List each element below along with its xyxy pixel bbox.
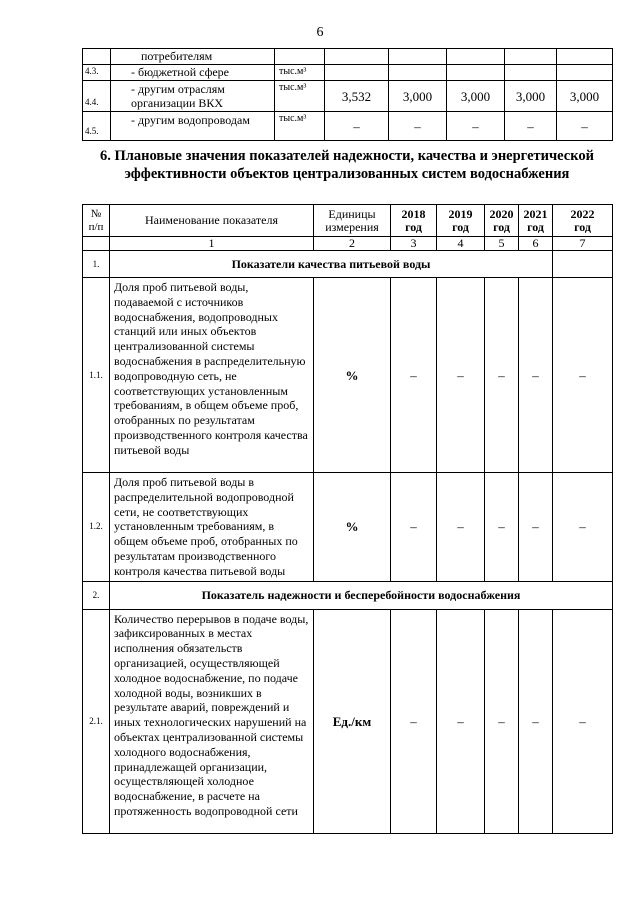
col-number: 6 (519, 237, 553, 251)
row-number: 1.2. (83, 473, 110, 582)
section-number: 2. (83, 581, 110, 609)
table-header-row (83, 205, 613, 237)
value-2021: – (505, 112, 557, 141)
value-2018: 3,532 (325, 81, 389, 112)
header-unit: Единицы измерения (314, 205, 391, 237)
row-number: 4.3. (83, 65, 111, 81)
value-2020: – (485, 609, 519, 833)
value-2019: – (437, 473, 485, 582)
row-number: 2.1. (83, 609, 110, 833)
header-year-2018: 2018 год (391, 205, 437, 237)
indicator-name: Доля проб питьевой воды в распределительной водопроводной сети, не соответствующих установленным требованиям, в общем объеме проб, отобранных по результатам производственного контроля качества питьевой воды (110, 473, 314, 582)
indicators-table (82, 204, 613, 834)
table-row (83, 609, 613, 833)
header-year-2022: 2022 год (553, 205, 613, 237)
value-2021: 3,000 (505, 81, 557, 112)
value-2022: – (553, 278, 613, 473)
unit-cell: Ед./км (314, 609, 391, 833)
header-year-2020: 2020 год (485, 205, 519, 237)
col-number: 1 (110, 237, 314, 251)
section-row (83, 251, 613, 278)
value-2018: – (325, 112, 389, 141)
table-row (83, 112, 613, 141)
value-2018: – (391, 473, 437, 582)
row-label: - другим водопроводам (111, 112, 275, 141)
indicator-name: Доля проб питьевой воды, подаваемой с источников водоснабжения, водопроводных станций или иных объектов централизованной системы водоснабжения в распределительную водопроводную сеть, не соответствующих установленным требованиям, в общем объеме проб, отобранных по результатам производственного контроля качества питьевой воды (110, 278, 314, 473)
col-number: 2 (314, 237, 391, 251)
col-number: 5 (485, 237, 519, 251)
row-label: - бюджетной сфере (111, 65, 275, 81)
indicator-name: Количество перерывов в подаче воды, зафиксированных в местах исполнения обязательств организацией, осуществляющей холодное водоснабжение, по подаче холодной воды, возникших в результате аварий, повреждений и иных технологических нарушений на объектах централизованной системы холодного водоснабжения, принадлежащей организации, осуществляющей холодное водоснабжение, в расчете на протяженность водопроводной сети (110, 609, 314, 833)
section-row (83, 581, 613, 609)
value-2020: – (447, 112, 505, 141)
value-2019: – (437, 609, 485, 833)
value-2020: 3,000 (447, 81, 505, 112)
value-2019: – (389, 112, 447, 141)
unit-cell: % (314, 278, 391, 473)
col-number: 3 (391, 237, 437, 251)
value-2018: – (391, 278, 437, 473)
value-2020: – (485, 278, 519, 473)
header-year-2021: 2021 год (519, 205, 553, 237)
value-2019: 3,000 (389, 81, 447, 112)
row-number: 4.5. (83, 112, 111, 141)
header-year-2019: 2019 год (437, 205, 485, 237)
row-number (83, 49, 111, 65)
value-2021: – (519, 609, 553, 833)
value-2022: – (557, 112, 613, 141)
unit-cell: тыс.м³ (275, 65, 325, 81)
value-2021: – (519, 278, 553, 473)
row-number: 4.4. (83, 81, 111, 112)
section-heading: Показатели качества питьевой воды (110, 251, 553, 278)
section-heading: Показатель надежности и бесперебойности водоснабжения (110, 581, 613, 609)
section-number: 1. (83, 251, 110, 278)
col-number: 4 (437, 237, 485, 251)
unit-cell: тыс.м³ (275, 81, 325, 112)
unit-cell: % (314, 473, 391, 582)
row-label: - другим отраслям организации ВКХ (111, 81, 275, 112)
value-2018: – (391, 609, 437, 833)
column-number-row (83, 237, 613, 251)
value-2020: – (485, 473, 519, 582)
header-name: Наименование показателя (110, 205, 314, 237)
header-num: № п/п (83, 205, 110, 237)
value-2022: 3,000 (557, 81, 613, 112)
row-number: 1.1. (83, 278, 110, 473)
table-row (83, 473, 613, 582)
unit-cell: тыс.м³ (275, 112, 325, 141)
col-number: 7 (553, 237, 613, 251)
water-supply-table-continued (82, 48, 613, 141)
table-row (83, 49, 613, 65)
table-row (83, 81, 613, 112)
table-row (83, 278, 613, 473)
section-title: 6. Плановые значения показателей надежности, качества и энергетической эффективности объектов централизованных систем водоснабжения (100, 148, 594, 182)
page-number: 6 (316, 25, 324, 40)
value-2022: – (553, 473, 613, 582)
table-row (83, 65, 613, 81)
value-2019: – (437, 278, 485, 473)
value-2022: – (553, 609, 613, 833)
row-label: потребителям (111, 49, 275, 65)
value-2021: – (519, 473, 553, 582)
